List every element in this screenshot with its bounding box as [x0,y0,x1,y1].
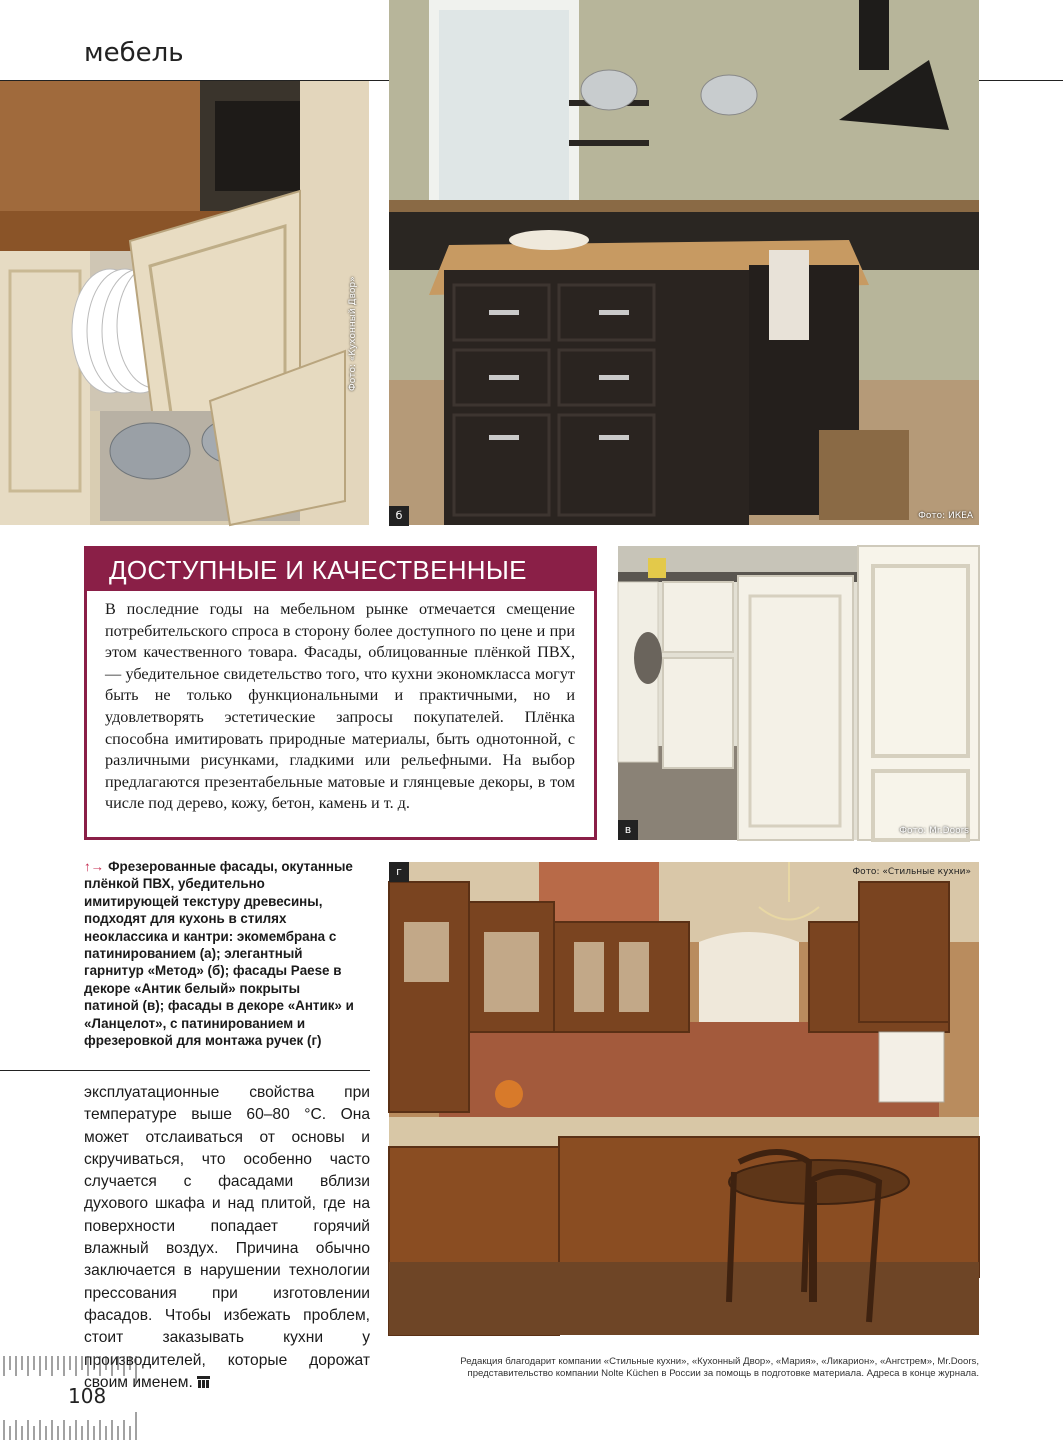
feature-box-text: В последние годы на мебельном рынке отмечается смещение потребительского спроса в сторону более доступного по цене и при этом качественного товара. Фасады, облицованные плёнкой ПВХ, — убедительное свидетельство того, что кухни экономкласса могут быть не только функциональными и практичными, но и удовлетворять эстетические запросы покупателей. Плёнка способна имитировать природные материалы, быть однотонной, с различными рисунками, гладкими или рельефными. На выбор предлагаются презентабельные матовые и глянцевые декоры, в том числе под дерево, кожу, бетон, камень и т. д. [105,600,575,813]
page-number: 108 [68,1384,107,1408]
photo-caption-text: Фрезерованные фасады, окутанные плёнкой ПВХ, убедительно имитирующей текстуру древесины, подходят для кухонь в стилях неоклассика и кантри: экомембрана с патинированием (а); элегантный гарнитур «Метод» (б); фасады Paese в декоре «Антик белый» покрыты патиной (в); фасады в декоре «Антик» и «Ланцелот», с патинированием и фрезеровкой для монтажа ручек (г) [84,859,354,1049]
arrows-icon: ↑→ [84,859,105,874]
photo-caption [84,858,356,1049]
photo-a [0,81,369,525]
photo-b-credit: Фото: ИКЕА [918,511,973,521]
photo-v-credit: Фото: Mr.Doors [899,826,969,836]
photo-g-credit: Фото: «Стильные кухни» [852,867,971,877]
photo-v-image [618,546,979,840]
photo-b-letter: б [389,506,409,526]
section-title: мебель [84,38,184,68]
photo-g-letter: г [389,862,409,882]
body-text [84,1082,370,1394]
photo-a-credit: Фото: «Кухонный Двор» [348,276,358,391]
photo-b [389,0,979,525]
feature-box-title: ДОСТУПНЫЕ И КАЧЕСТВЕННЫЕ [109,555,527,585]
photo-g [389,862,979,1335]
photo-v [618,546,979,840]
photo-b-image [389,0,979,525]
photo-a-image [0,81,369,525]
feature-box [84,546,597,840]
body-rule [0,1070,370,1071]
end-of-article-icon [197,1376,210,1388]
photo-g-image [389,862,979,1335]
photo-v-letter: в [618,820,638,840]
feature-box-header [87,549,594,591]
acknowledgements: Редакция благодарит компании «Стильные кухни», «Кухонный Двор», «Мария», «Ликарион», «Ангстрем», Mr.Doors, представительство компании Nolte Küchen в России за помощь в подготовке материала. Адреса в конце журнала. [460,1356,979,1379]
body-text-content: эксплуатационные свойства при температуре выше 60–80 °С. Она может отслаиваться от основы и скручиваться, что особенно часто случается с фасадами вблизи духового шкафа и над плитой, где на поверхности попадает горячий влажный воздух. Причина обычно заключается в нарушении технологии прессования при изготовлении фасадов. Чтобы избежать проблем, стоит заказывать кухни у производителей, которые дорожат своим именем. [84,1084,370,1391]
